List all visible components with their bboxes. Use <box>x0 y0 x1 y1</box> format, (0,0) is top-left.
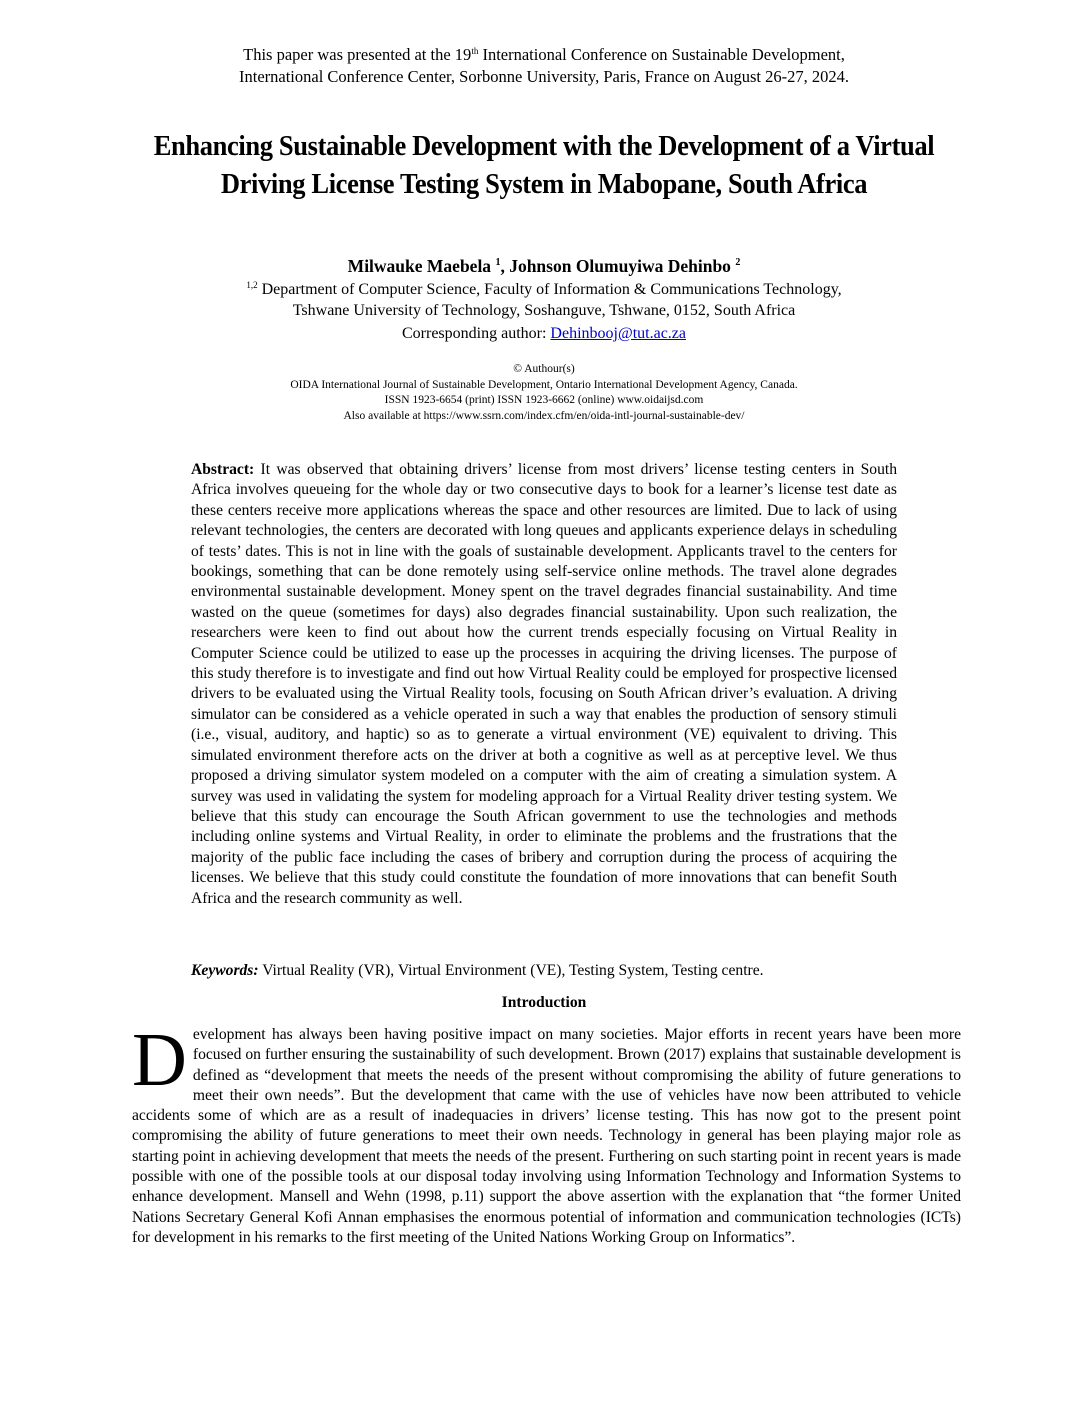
abstract-text: It was observed that obtaining drivers’ license from most drivers’ license testing centers in South Africa involves queueing for the whole day or two consecutive days to book for a learner’s license test date as these centers receive more applications whereas the space and other resources are limited. Due to lack of using relevant technologies, the centers are decorated with long queues and applicants experience delays in scheduling of tests’ dates. This is not in line with the goals of sustainable development. Applicants travel to the centers for bookings, something that can be done remotely using self-service online methods. The travel alone degrades environmental sustainable development. Money spent on the travel degrades financial sustainability. And time wasted on the queue (sometimes for days) also degrades financial sustainability. Upon such realization, the researchers were keen to find out about how the current trends especially focusing on Virtual Reality in Computer Science could be utilized to ease up the processes in acquiring the driving licenses. The purpose of this study therefore is to investigate and find out how Virtual Reality could be employed for prospective licensed drivers to be evaluated using the Virtual Reality tools, focusing on South African driver’s evaluation. A driving simulator can be considered as a vehicle operated in such a way that enables the production of sensory stimuli (i.e., visual, auditory, and haptic) so as to generate a virtual environment (VE) equivalent to driving. This simulated environment therefore acts on the driver at both a cognitive as well as at perceptive level. We thus proposed a driving simulator system modeled on a computer with the aim of creating a simulation system. A survey was used in validating the system for modeling approach for a Virtual Reality driver testing system. We believe that this study can encourage the South African government to use the technologies and methods including online systems and Virtual Reality, in order to eliminate the problems and the frustrations that the majority of the public face including the cases of bribery and corruption during the process of acquiring the licenses. We believe that this study could constitute the foundation of more innovations that can benefit South Africa and the research community as well. <box>191 461 897 907</box>
section-heading-introduction: Introduction <box>501 994 587 1011</box>
journal-name: OIDA International Journal of Sustainable Development, Ontario International Development Agency, Canada. <box>290 378 798 391</box>
copyright-notice: © Authour(s) <box>513 363 575 375</box>
paper-title: Enhancing Sustainable Development with the Development of a Virtual Driving License Testing System in Mabopane, South Africa <box>153 131 935 200</box>
availability-info: Also available at https://www.ssrn.com/index.cfm/en/oida-intl-journal-sustainable-dev/ <box>343 409 745 422</box>
corresponding-author-label: Corresponding author: <box>402 325 551 342</box>
author-name: Johnson Olumuyiwa Dehinbo <box>509 256 731 276</box>
corresponding-author <box>0 323 1088 344</box>
introduction-text: evelopment has always been having positive impact on many societies. Major efforts in recent years have been more focused on further ensuring the sustainability of such development. Brown (2017) explains that sustainable development is defined as “development that meets the needs of the present without compromising the ability of future generations to meet their own needs”. But the development that came with the use of vehicles have now been attributed to vehicle accidents some of which are as a result of inadequacies in drivers’ license testing. This has now got to the present point compromising the ability of future generations to meet their own needs. Technology in general has been playing major role as starting point in achieving development that meets the needs of the present. Furthering on such starting point in recent years is made possible with one of the possible tools at our disposal today involving using Information Technology and Information Systems to enhance development. Mansell and Wehn (1998, p.11) support the above assertion with the explanation that “the former United Nations Secretary General Kofi Annan emphasises the enormous potential of information and communication technologies (ICTs) for development in his remarks to the first meeting of the United Nations Working Group on Informatics”. <box>132 1026 961 1246</box>
conference-note <box>0 44 1088 88</box>
drop-cap: D <box>132 1018 187 1102</box>
affiliation-line-2: Tshwane University of Technology, Soshanguve, Tshwane, 0152, South Africa <box>292 302 796 319</box>
author-separator: , <box>500 256 510 276</box>
conference-note-line-1 <box>0 44 1088 66</box>
author-list <box>0 255 1088 277</box>
affiliation-text: Department of Computer Science, Faculty of Information & Communications Technology, <box>257 281 842 298</box>
author-affiliation-marker: 1 <box>495 257 501 268</box>
author-affiliation-marker: 2 <box>735 257 741 268</box>
introduction-paragraph <box>132 1018 961 1248</box>
conference-note-line-2: International Conference Center, Sorbonne University, Paris, France on August 26-27, 2024. <box>238 67 849 86</box>
conference-note-text: This paper was presented at the 19 <box>243 45 472 64</box>
journal-info <box>0 362 1088 424</box>
keywords <box>191 961 897 981</box>
ordinal-superscript: th <box>471 46 479 56</box>
affiliation-line-1 <box>0 279 1088 300</box>
abstract-label: Abstract: <box>191 461 255 478</box>
conference-note-text: International Conference on Sustainable Development, <box>478 45 845 64</box>
abstract <box>191 460 897 909</box>
corresponding-email-link[interactable]: Dehinbooj@tut.ac.za <box>550 325 686 342</box>
keywords-label: Keywords: <box>191 962 259 979</box>
affiliation <box>0 279 1088 321</box>
author-name: Milwauke Maebela <box>347 256 492 276</box>
affiliation-marker: 1,2 <box>246 280 258 290</box>
keywords-text: Virtual Reality (VR), Virtual Environment (VE), Testing System, Testing centre. <box>258 962 764 979</box>
issn-info: ISSN 1923-6654 (print) ISSN 1923-6662 (online) www.oidaijsd.com <box>384 394 704 406</box>
